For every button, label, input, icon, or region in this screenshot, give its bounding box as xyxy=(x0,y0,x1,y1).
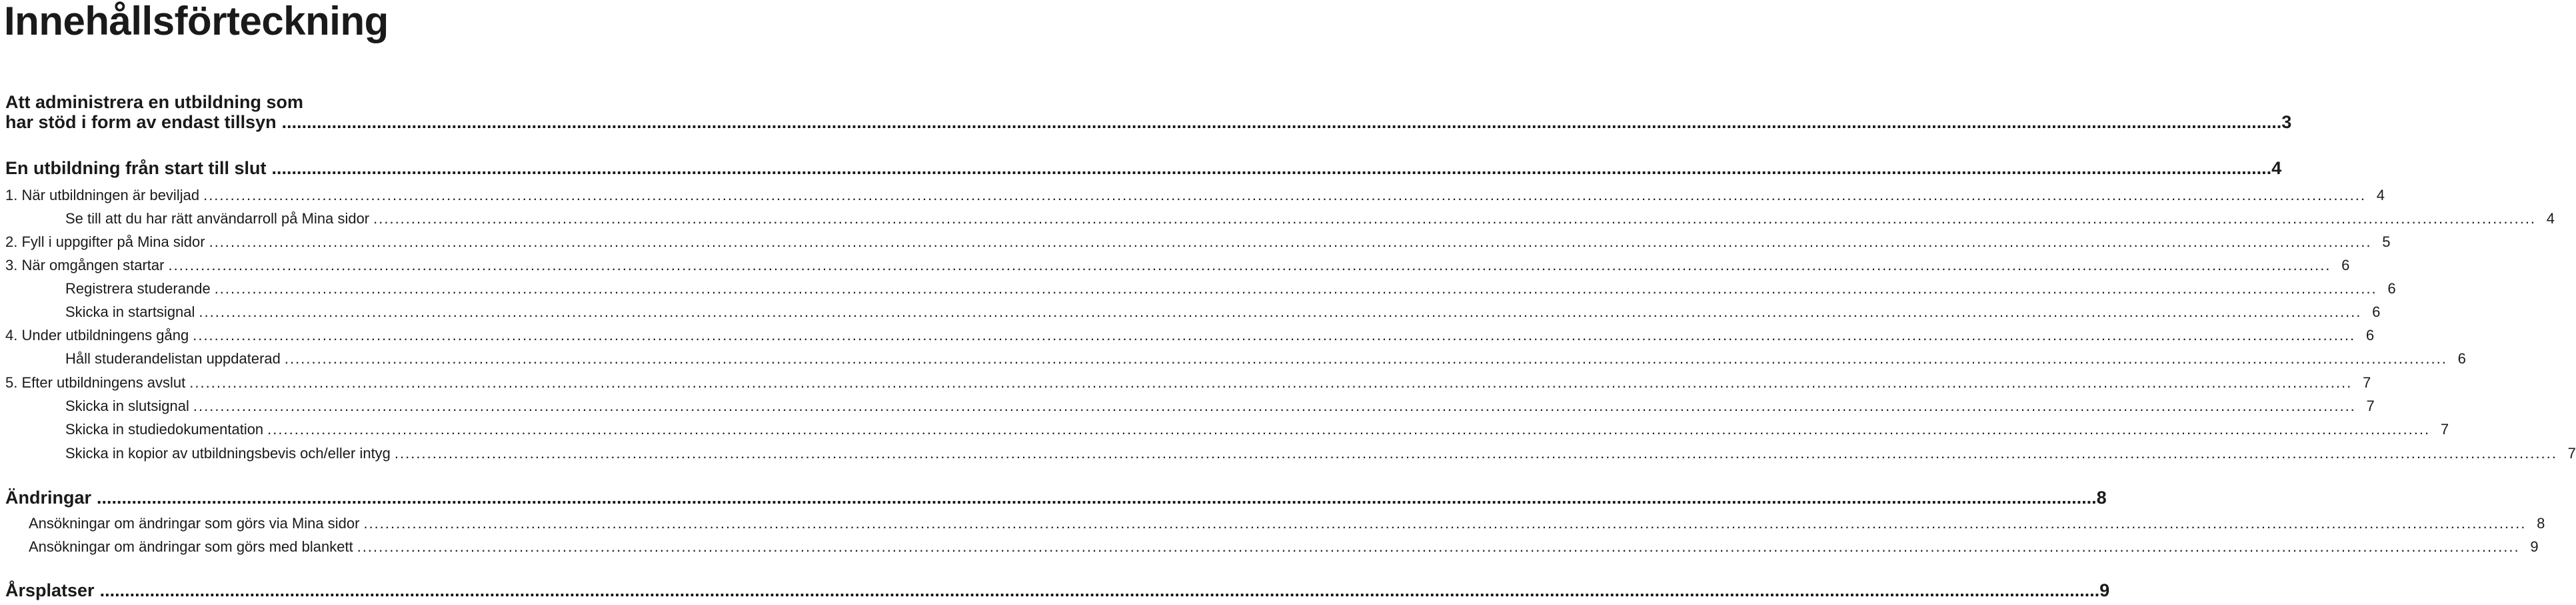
toc-page-number: 6 xyxy=(2372,304,2381,320)
toc-page-number: 4 xyxy=(2271,158,2282,178)
toc-page-number: 8 xyxy=(2537,515,2545,532)
toc-item[interactable] xyxy=(0,210,2555,227)
toc-page-number: 7 xyxy=(2440,421,2449,438)
toc-page-number: 4 xyxy=(2376,187,2385,203)
toc-item-label: Skicka in slutsignal xyxy=(65,398,189,414)
toc-leader: ................................................................................................................................................................................................................................................................................................................................................................................................................ xyxy=(373,210,2537,227)
toc-page-number: 6 xyxy=(2365,327,2375,344)
toc-leader: ................................................................................................................................................................................................................................................................................................................................................................................................................ xyxy=(271,158,2272,178)
toc-leader: ................................................................................................................................................................................................................................................................................................................................................................................................................ xyxy=(193,327,2356,344)
toc-item-label: Se till att du har rätt användarroll på Mina sidor xyxy=(65,210,370,227)
toc-leader: ................................................................................................................................................................................................................................................................................................................................................................................................................ xyxy=(363,515,2527,532)
toc-item[interactable] xyxy=(0,257,2350,274)
toc-item[interactable] xyxy=(0,445,2576,462)
toc-page-number: 9 xyxy=(2530,538,2539,555)
toc-section-title: Ändringar xyxy=(5,488,92,508)
toc-leader: ................................................................................................................................................................................................................................................................................................................................................................................................................ xyxy=(214,280,2377,297)
toc-item[interactable] xyxy=(0,538,2539,556)
toc-section-andringar[interactable] xyxy=(0,488,2107,508)
toc-leader: ................................................................................................................................................................................................................................................................................................................................................................................................................ xyxy=(357,538,2520,555)
toc-item-label: Ansökningar om ändringar som görs med blankett xyxy=(29,538,353,555)
section-title-line1: Att administrera en utbildning som xyxy=(5,92,304,112)
toc-item-label: Ansökningar om ändringar som görs via Mina sidor xyxy=(29,515,360,532)
toc-item-label: 3. När omgången startar xyxy=(5,257,165,273)
toc-section-title: har stöd i form av endast tillsyn xyxy=(5,112,277,132)
toc-page-number: 7 xyxy=(2362,374,2371,391)
toc-page-number: 7 xyxy=(2366,398,2375,414)
toc-item-label: Skicka in kopior av utbildningsbevis och/eller intyg xyxy=(65,445,391,462)
toc-item[interactable] xyxy=(0,421,2449,438)
toc-item-label: Registrera studerande xyxy=(65,280,211,297)
toc-section-arsplatser[interactable] xyxy=(0,580,2110,601)
toc-page-number: 8 xyxy=(2096,488,2107,508)
toc-leader: ................................................................................................................................................................................................................................................................................................................................................................................................................ xyxy=(284,350,2447,367)
toc-leader: ................................................................................................................................................................................................................................................................................................................................................................................................................ xyxy=(189,374,2353,391)
toc-leader: ................................................................................................................................................................................................................................................................................................................................................................................................................ xyxy=(99,580,2100,600)
page-title: Innehållsförteckning xyxy=(4,0,389,43)
toc-section-start-till-slut[interactable] xyxy=(0,158,2282,179)
toc-page-number: 9 xyxy=(2099,580,2110,600)
toc-item[interactable] xyxy=(0,398,2375,415)
toc-leader: ................................................................................................................................................................................................................................................................................................................................................................................................................ xyxy=(267,421,2431,438)
toc-item[interactable] xyxy=(0,374,2371,392)
toc-item-label: 1. När utbildningen är beviljad xyxy=(5,187,200,203)
toc-leader: ................................................................................................................................................................................................................................................................................................................................................................................................................ xyxy=(394,445,2557,462)
toc-item[interactable] xyxy=(0,187,2385,204)
toc-section-title: En utbildning från start till slut xyxy=(5,158,267,178)
toc-item-label: 5. Efter utbildningens avslut xyxy=(5,374,186,391)
toc-item[interactable] xyxy=(0,304,2381,321)
toc-page-number: 6 xyxy=(2387,280,2396,297)
toc-item-label: Håll studerandelistan uppdaterad xyxy=(65,350,281,367)
toc-item[interactable] xyxy=(0,515,2545,532)
toc-section-tillsyn[interactable] xyxy=(0,112,2292,133)
toc-item[interactable] xyxy=(0,350,2466,368)
toc-page-number: 3 xyxy=(2281,112,2292,132)
toc-leader: ................................................................................................................................................................................................................................................................................................................................................................................................................ xyxy=(281,112,2282,132)
toc-leader: ................................................................................................................................................................................................................................................................................................................................................................................................................ xyxy=(193,398,2356,414)
toc-leader: ................................................................................................................................................................................................................................................................................................................................................................................................................ xyxy=(97,488,2097,508)
toc-item[interactable] xyxy=(0,280,2396,297)
toc-leader: ................................................................................................................................................................................................................................................................................................................................................................................................................ xyxy=(168,257,2331,273)
toc-page-number: 4 xyxy=(2546,210,2555,227)
toc-item-label: Skicka in startsignal xyxy=(65,304,195,320)
toc-page-number: 7 xyxy=(2567,445,2576,462)
toc-item-label: 4. Under utbildningens gång xyxy=(5,327,189,344)
toc-leader: ................................................................................................................................................................................................................................................................................................................................................................................................................ xyxy=(199,304,2362,320)
toc-page-number: 5 xyxy=(2382,233,2391,250)
toc-page-number: 6 xyxy=(2457,350,2466,367)
toc-section-title: Årsplatser xyxy=(5,580,95,600)
toc-item[interactable] xyxy=(0,233,2391,251)
toc-leader: ................................................................................................................................................................................................................................................................................................................................................................................................................ xyxy=(209,233,2372,250)
toc-item[interactable] xyxy=(0,327,2375,344)
toc-item-label: 2. Fyll i uppgifter på Mina sidor xyxy=(5,233,205,250)
toc-leader: ................................................................................................................................................................................................................................................................................................................................................................................................................ xyxy=(203,187,2366,203)
toc-page-number: 6 xyxy=(2341,257,2350,273)
toc-item-label: Skicka in studiedokumentation xyxy=(65,421,264,438)
